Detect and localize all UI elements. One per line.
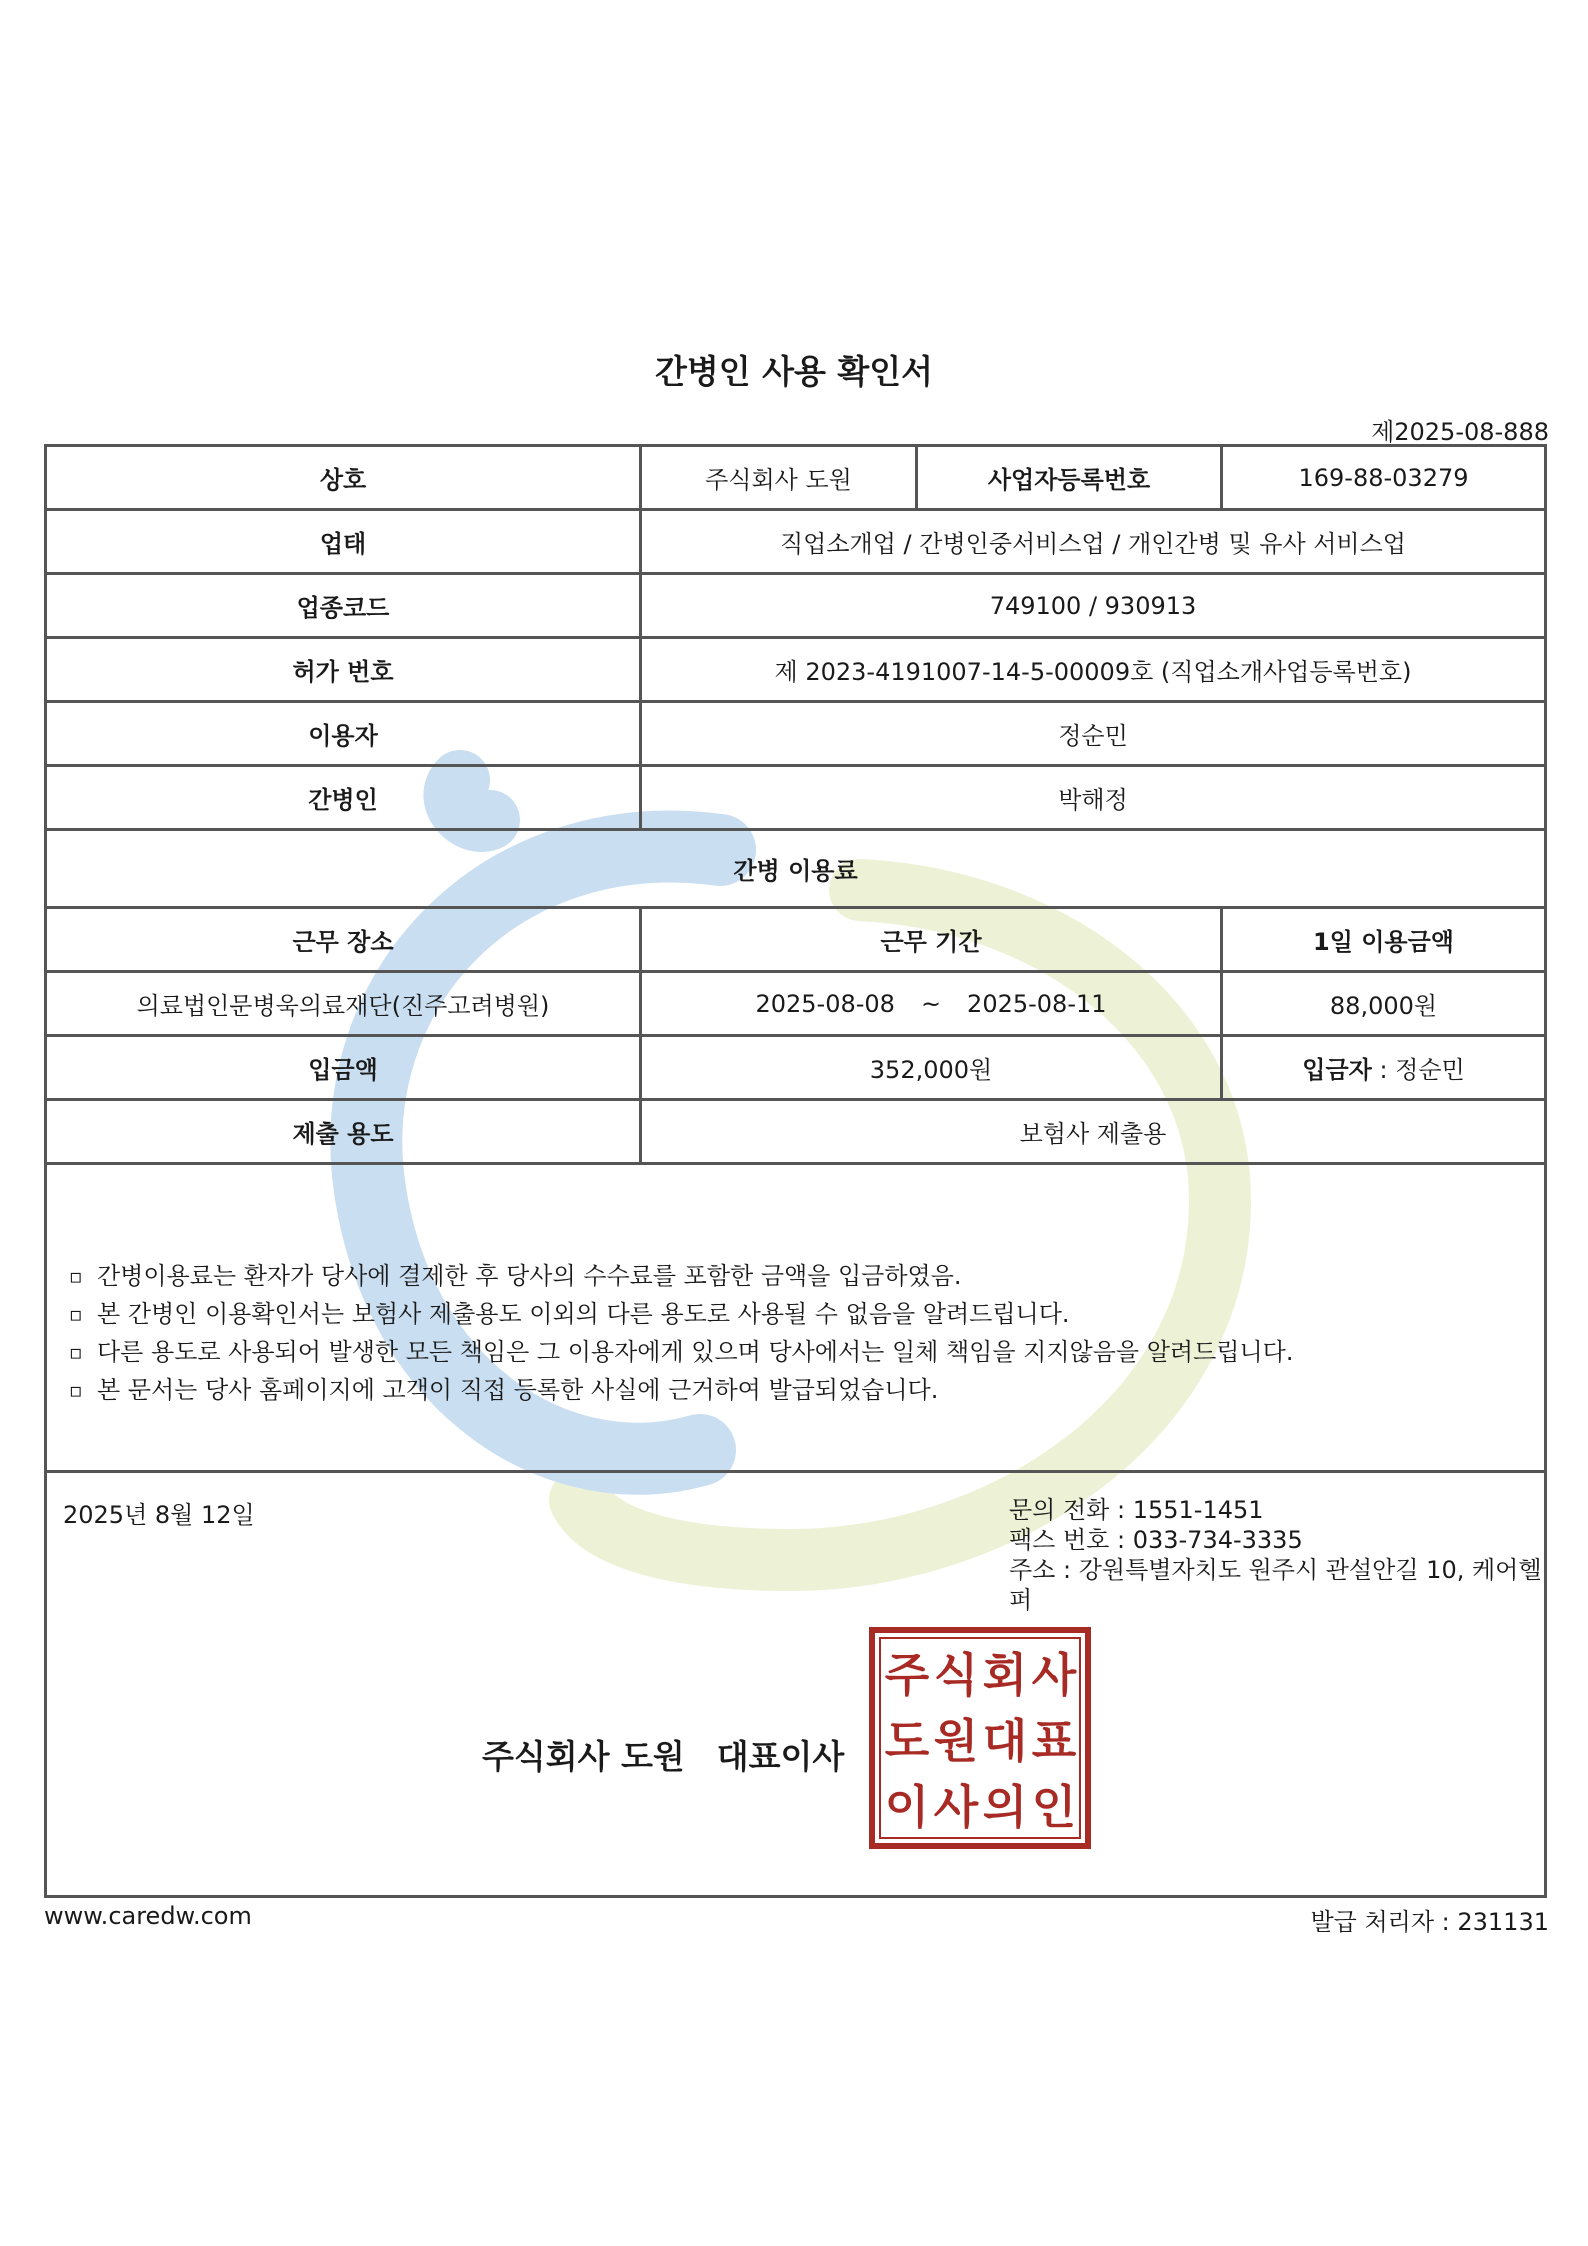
- note-item: [69, 1295, 1293, 1333]
- seal-char: 이: [884, 1780, 930, 1834]
- depositor-label: 입금자: [1302, 1056, 1372, 1084]
- seal-char: 도: [884, 1714, 930, 1768]
- notes-row: [46, 1164, 1546, 1472]
- purpose-row: [46, 1100, 1546, 1164]
- note-text: 다른 용도로 사용되어 발생한 모든 책임은 그 이용자에게 있으며 당사에서는 일체 책임을 지지않음을 알려드립니다.: [97, 1338, 1294, 1366]
- company-row: [46, 446, 1546, 510]
- issuer-info: 발급 처리자 : 231131: [1310, 1908, 1549, 1936]
- license-value: 제 2023-4191007-14-5-00009호 (직업소개사업등록번호): [641, 638, 1546, 702]
- caregiver-row: [46, 766, 1546, 830]
- footer-row: [46, 1472, 1546, 1897]
- notes-cell: [46, 1164, 1546, 1472]
- company-label: 상호: [46, 446, 641, 510]
- deposit-row: [46, 1036, 1546, 1100]
- reg-number-label: 사업자등록번호: [917, 446, 1222, 510]
- user-row: [46, 702, 1546, 766]
- note-item: [69, 1371, 1293, 1409]
- reg-number-value: 169-88-03279: [1222, 446, 1546, 510]
- fee-section-heading: 간병 이용료: [46, 830, 1546, 908]
- purpose-label: 제출 용도: [46, 1100, 641, 1164]
- caregiver-value: 박해정: [641, 766, 1546, 830]
- period-end: 2025-08-11: [967, 989, 1107, 1018]
- document-title: 간병인 사용 확인서: [654, 352, 933, 391]
- address-line: 주소 : 강원특별자치도 원주시 관설안길 10, 케어헬퍼: [1009, 1556, 1542, 1614]
- fee-value-row: [46, 972, 1546, 1036]
- depositor-value: 정순민: [1395, 1056, 1465, 1084]
- work-period-label: 근무 기간: [641, 908, 1222, 972]
- certificate-table: [44, 444, 1547, 1898]
- depositor-cell: [1222, 1036, 1546, 1100]
- signer-company: 주식회사 도원: [482, 1737, 685, 1776]
- period-separator: ~: [920, 989, 942, 1018]
- notes-list: [69, 1257, 1293, 1409]
- work-place-value: 의료법인문병욱의료재단(진주고려병원): [46, 972, 641, 1036]
- seal-char: 회: [982, 1648, 1028, 1702]
- user-label: 이용자: [46, 702, 641, 766]
- fax-line: 팩스 번호 : 033-734-3335: [1009, 1526, 1303, 1554]
- license-row: [46, 638, 1546, 702]
- seal-char: 사: [1031, 1648, 1077, 1702]
- industry-code-row: [46, 574, 1546, 638]
- contact-block: [1009, 1495, 1544, 1615]
- period-start: 2025-08-08: [755, 989, 895, 1018]
- fee-heading-row: [46, 830, 1546, 908]
- daily-fee-label: 1일 이용금액: [1222, 908, 1546, 972]
- website-link[interactable]: www.caredw.com: [44, 1902, 252, 1930]
- seal-char: 주: [884, 1648, 930, 1702]
- note-text: 본 간병인 이용확인서는 보험사 제출용도 이외의 다른 용도로 사용될 수 없음을 알려드립니다.: [97, 1300, 1070, 1328]
- seal-char: 식: [933, 1648, 979, 1702]
- seal-char: 의: [982, 1780, 1028, 1834]
- seal-char: 원: [933, 1714, 979, 1768]
- seal-char: 대: [982, 1714, 1028, 1768]
- document-number: 제2025-08-888: [1371, 418, 1549, 446]
- work-place-label: 근무 장소: [46, 908, 641, 972]
- bullet-icon: ▫: [69, 1264, 83, 1288]
- company-seal-icon: [869, 1627, 1091, 1849]
- seal-char: 인: [1031, 1780, 1077, 1834]
- note-item: [69, 1257, 1293, 1295]
- seal-char: 표: [1031, 1714, 1077, 1768]
- purpose-value: 보험사 제출용: [641, 1100, 1546, 1164]
- seal-char: 사: [933, 1780, 979, 1834]
- work-period-value: [641, 972, 1222, 1036]
- caregiver-label: 간병인: [46, 766, 641, 830]
- company-value: 주식회사 도원: [641, 446, 917, 510]
- license-label: 허가 번호: [46, 638, 641, 702]
- phone-line: 문의 전화 : 1551-1451: [1009, 1496, 1264, 1524]
- deposit-label: 입금액: [46, 1036, 641, 1100]
- depositor-separator: :: [1371, 1056, 1396, 1084]
- footer-cell: [46, 1472, 1546, 1897]
- business-type-value: 직업소개업 / 간병인중서비스업 / 개인간병 및 유사 서비스업: [641, 510, 1546, 574]
- business-type-label: 업태: [46, 510, 641, 574]
- bullet-icon: ▫: [69, 1378, 83, 1402]
- note-text: 본 문서는 당사 홈페이지에 고객이 직접 등록한 사실에 근거하여 발급되었습니다.: [97, 1376, 939, 1404]
- industry-code-label: 업종코드: [46, 574, 641, 638]
- fee-header-row: [46, 908, 1546, 972]
- daily-fee-value: 88,000원: [1222, 972, 1546, 1036]
- bullet-icon: ▫: [69, 1340, 83, 1364]
- note-item: [69, 1333, 1293, 1371]
- issue-date: 2025년 8월 12일: [63, 1501, 255, 1529]
- business-type-row: [46, 510, 1546, 574]
- signer-line: [482, 1731, 844, 1778]
- seal-lettering: [885, 1648, 1077, 1834]
- user-value: 정순민: [641, 702, 1546, 766]
- note-text: 간병이용료는 환자가 당사에 결제한 후 당사의 수수료를 포함한 금액을 입금하였음.: [97, 1262, 962, 1290]
- signer-title: 대표이사: [716, 1737, 845, 1776]
- deposit-value: 352,000원: [641, 1036, 1222, 1100]
- bullet-icon: ▫: [69, 1302, 83, 1326]
- industry-code-value: 749100 / 930913: [641, 574, 1546, 638]
